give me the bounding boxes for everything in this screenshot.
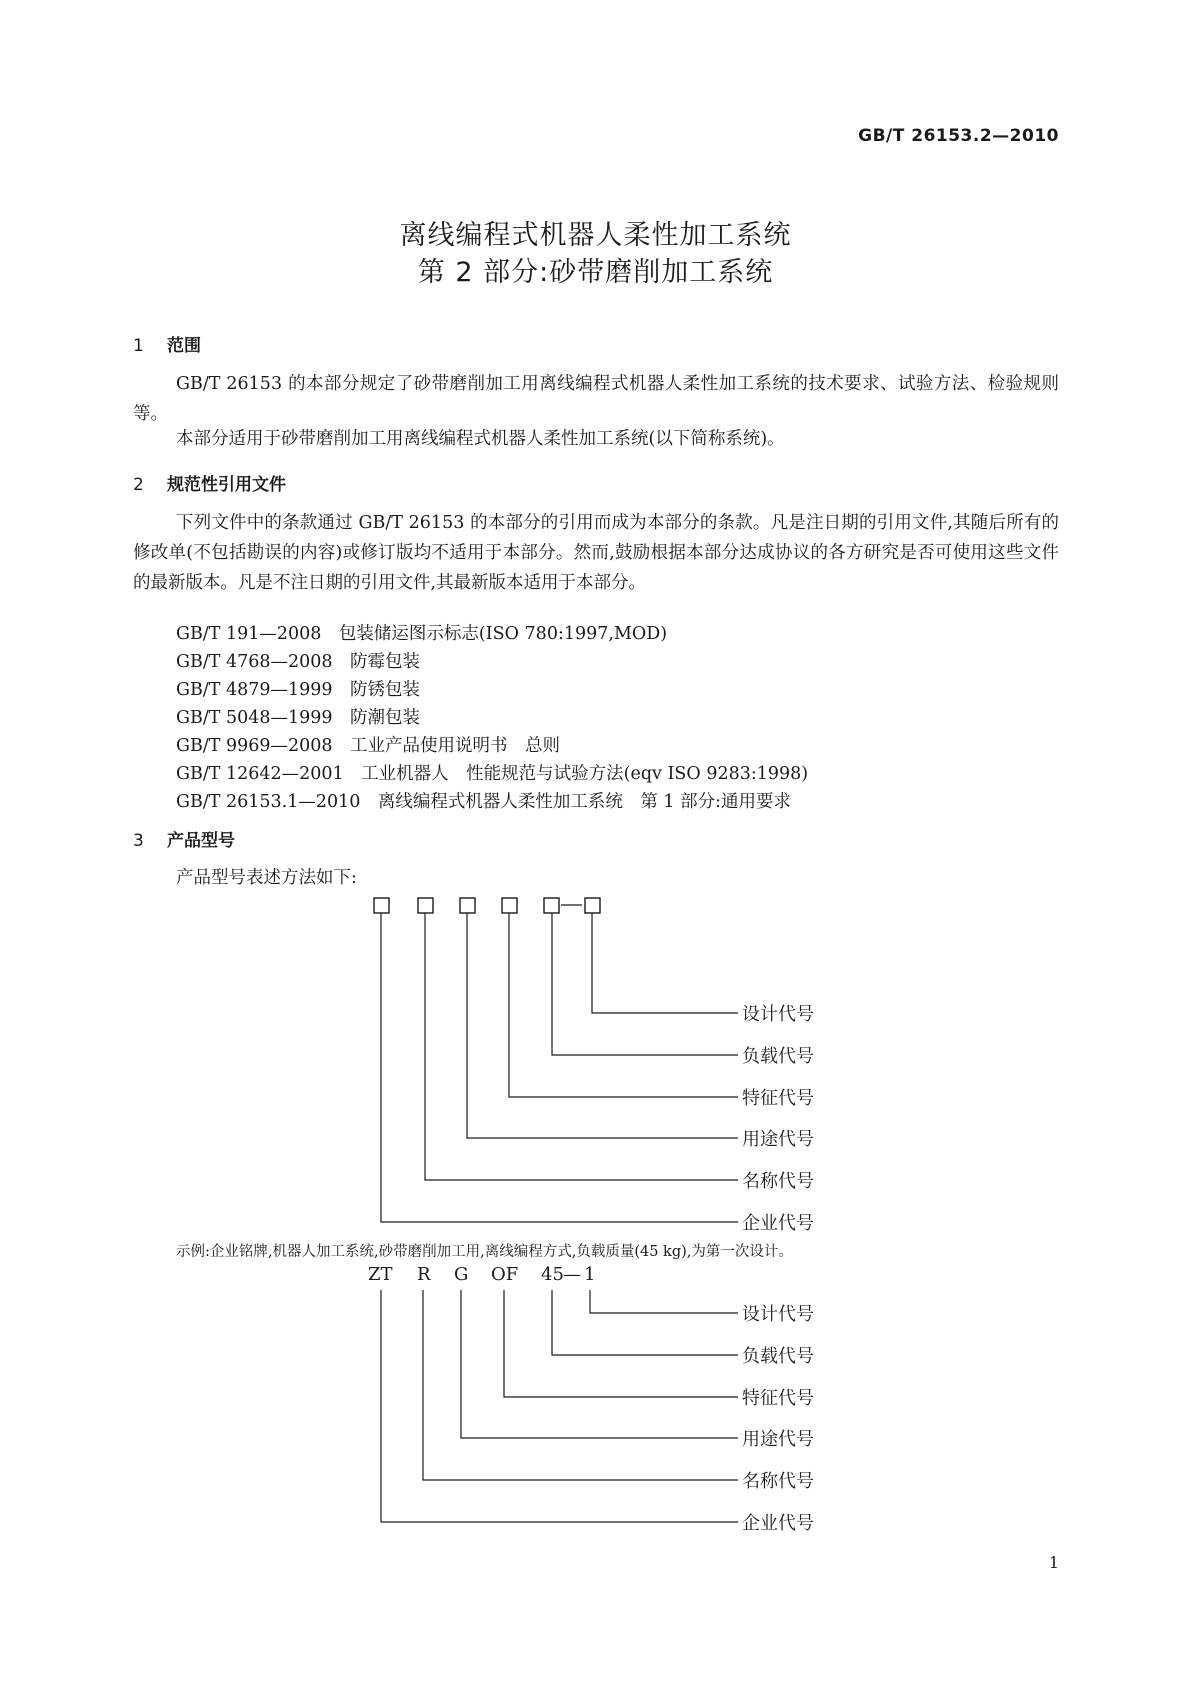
- leader-load: [552, 1290, 738, 1355]
- example-code-enterprise: ZT: [368, 1264, 393, 1285]
- label-load-code: 负载代号: [742, 1046, 814, 1067]
- example-code-name: R: [417, 1264, 431, 1285]
- code-box-load: [544, 898, 559, 913]
- reference-item: GB/T 12642—2001 工业机器人 性能规范与试验方法(eqv ISO 9283:1998): [176, 764, 809, 784]
- code-box-enterprise: [374, 898, 389, 913]
- model-format-lead: 产品型号表述方法如下:: [176, 868, 357, 888]
- example-code-load: 45: [541, 1264, 564, 1285]
- section-title: 范围: [167, 336, 201, 356]
- code-box-design: [585, 898, 600, 913]
- reference-item: GB/T 5048—1999 防潮包装: [176, 708, 421, 728]
- reference-item: GB/T 191—2008 包装储运图示标志(ISO 780:1997,MOD): [176, 624, 668, 644]
- section-number: 2: [133, 475, 144, 495]
- leader-feature: [509, 913, 738, 1097]
- example-code-feature: OF: [491, 1264, 519, 1285]
- reference-item: GB/T 4879—1999 防锈包装: [176, 680, 421, 700]
- section-title: 规范性引用文件: [167, 475, 286, 495]
- leader-design: [592, 913, 738, 1013]
- label-feature-code: 特征代号: [742, 1088, 814, 1109]
- leader-load: [552, 913, 738, 1055]
- label-usage-code: 用途代号: [742, 1429, 814, 1450]
- standard-number: GB/T 26153.2—2010: [858, 126, 1059, 146]
- section-title: 产品型号: [167, 831, 235, 851]
- label-feature-code: 特征代号: [742, 1388, 814, 1409]
- section-number: 3: [133, 831, 144, 851]
- label-design-code: 设计代号: [742, 1304, 814, 1325]
- label-name-code: 名称代号: [742, 1171, 814, 1192]
- reference-item: GB/T 4768—2008 防霉包装: [176, 652, 421, 672]
- example-code-design: 1: [584, 1264, 596, 1285]
- label-usage-code: 用途代号: [742, 1129, 814, 1150]
- leader-usage: [467, 913, 738, 1138]
- example-code-usage: G: [454, 1264, 469, 1285]
- code-box-usage: [460, 898, 475, 913]
- label-load-code: 负载代号: [742, 1346, 814, 1367]
- leader-name: [423, 1290, 738, 1480]
- leader-name: [425, 913, 738, 1180]
- reference-item: GB/T 9969—2008 工业产品使用说明书 总则: [176, 736, 561, 756]
- label-enterprise-code: 企业代号: [742, 1213, 814, 1234]
- leader-feature: [504, 1290, 738, 1397]
- label-enterprise-code: 企业代号: [742, 1513, 814, 1534]
- leader-enterprise: [381, 1290, 738, 1522]
- section-1-paragraph-2: 本部分适用于砂带磨削加工用离线编程式机器人柔性加工系统(以下简称系统)。: [176, 429, 785, 449]
- code-box-feature: [502, 898, 517, 913]
- document-title-line2: 第 2 部分:砂带磨削加工系统: [417, 257, 774, 288]
- section-1-paragraph-1: GB/T 26153 的本部分规定了砂带磨削加工用离线编程式机器人柔性加工系统的技术要求、试验方法、检验规则等。: [133, 374, 1059, 424]
- page-number: 1: [1048, 1553, 1059, 1572]
- leader-design: [590, 1290, 738, 1313]
- label-design-code: 设计代号: [742, 1004, 814, 1025]
- leader-usage: [461, 1290, 738, 1438]
- section-number: 1: [133, 336, 144, 356]
- leader-enterprise: [381, 913, 738, 1222]
- section-2-paragraph: 下列文件中的条款通过 GB/T 26153 的本部分的引用而成为本部分的条款。凡是注日期的引用文件,其随后所有的修改单(不包括勘误的内容)或修订版均不适用于本部分。然而,鼓励根据本部分达成协议的各方研究是否可使用这些文件的最新版本。凡是不注日期的引用文件,其最新版本适用于本部分。: [133, 513, 1059, 593]
- example-description: 示例:企业铭牌,机器人加工系统,砂带磨削加工用,离线编程方式,负载质量(45 kg),为第一次设计。: [176, 1244, 793, 1260]
- document-title-line1: 离线编程式机器人柔性加工系统: [399, 220, 792, 251]
- code-box-name: [418, 898, 433, 913]
- example-code-dash: —: [563, 1264, 581, 1285]
- reference-item: GB/T 26153.1—2010 离线编程式机器人柔性加工系统 第 1 部分:通用要求: [176, 792, 792, 812]
- label-name-code: 名称代号: [742, 1471, 814, 1492]
